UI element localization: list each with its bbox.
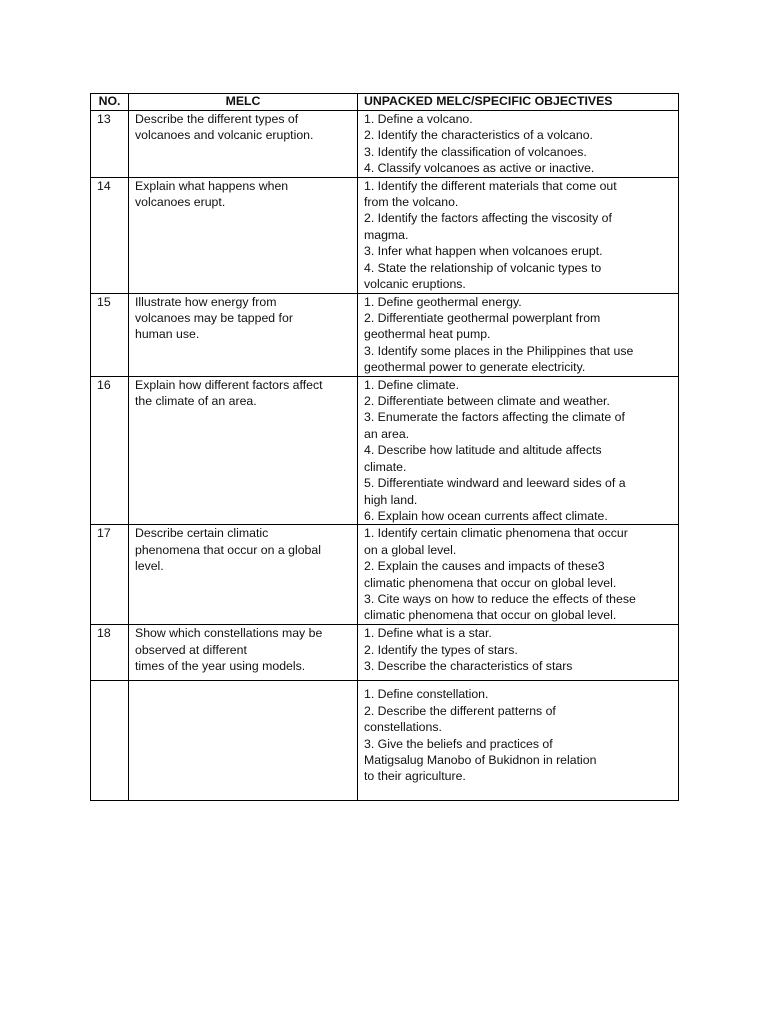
header-melc: MELC — [129, 94, 358, 111]
objective-line: 2. Identify the characteristics of a volcano. — [364, 128, 593, 143]
row-number — [91, 681, 129, 801]
objective-line: 3. Describe the characteristics of stars — [364, 659, 573, 674]
objective-line: 3. Give the beliefs and practices of — [364, 736, 553, 751]
melc-cell — [129, 111, 358, 178]
melc-cell — [129, 376, 358, 525]
objective-line: 3. Identify the classification of volcanoes. — [364, 144, 587, 159]
melc-cell — [129, 525, 358, 625]
melc-line: volcanoes erupt. — [135, 195, 226, 210]
objective-line: 5. Differentiate windward and leeward sides of a — [364, 476, 626, 491]
objective-line: 4. Describe how latitude and altitude affects — [364, 443, 602, 458]
objective-line: 2. Identify the factors affecting the viscosity of — [364, 211, 612, 226]
objective-line: climatic phenomena that occur on global level. — [364, 575, 617, 590]
objective-line: 4. Classify volcanoes as active or inactive. — [364, 161, 595, 176]
melc-cell — [129, 625, 358, 681]
row-number: 18 — [91, 625, 129, 681]
melc-line: Illustrate how energy from — [135, 294, 277, 309]
melc-line: Describe certain climatic — [135, 526, 269, 541]
row-number: 13 — [91, 111, 129, 178]
objective-line: 2. Identify the types of stars. — [364, 642, 518, 657]
melc-line: volcanoes may be tapped for — [135, 311, 293, 326]
melc-line: Show which constellations may be — [135, 626, 323, 641]
melc-line: the climate of an area. — [135, 394, 257, 409]
objective-line: 1. Define climate. — [364, 377, 460, 392]
objective-line: 3. Cite ways on how to reduce the effects of these — [364, 591, 636, 606]
objective-line: 4. State the relationship of volcanic types to — [364, 260, 602, 275]
objective-line: 3. Infer what happen when volcanoes erupt. — [364, 244, 603, 259]
objective-line: volcanic eruptions. — [364, 277, 466, 292]
objective-line: an area. — [364, 426, 410, 441]
objective-line: 1. Define constellation. — [364, 687, 489, 702]
table-row — [91, 625, 679, 681]
header-objectives: UNPACKED MELC/SPECIFIC OBJECTIVES — [358, 94, 679, 111]
melc-line: level. — [135, 559, 164, 574]
melc-cell — [129, 293, 358, 376]
row-number: 16 — [91, 376, 129, 525]
objective-line: high land. — [364, 492, 418, 507]
melc-line: volcanoes and volcanic eruption. — [135, 128, 314, 143]
melc-objectives-table — [90, 93, 679, 801]
objective-line: geothermal heat pump. — [364, 327, 491, 342]
objectives-cell — [358, 376, 679, 525]
table-row — [91, 525, 679, 625]
melc-line: observed at different — [135, 642, 247, 657]
objectives-cell — [358, 681, 679, 801]
objective-line: 1. Define geothermal energy. — [364, 294, 522, 309]
melc-line: times of the year using models. — [135, 659, 306, 674]
melc-line: Explain how different factors affect — [135, 377, 323, 392]
objective-line: climate. — [364, 459, 407, 474]
objective-line: 2. Differentiate between climate and weather. — [364, 394, 610, 409]
objectives-cell — [358, 111, 679, 178]
objective-line: 1. Define a volcano. — [364, 112, 473, 126]
table-header-row — [91, 94, 679, 111]
objective-line: 3. Identify some places in the Philippines that use — [364, 343, 634, 358]
objective-line: 2. Describe the different patterns of — [364, 703, 556, 718]
melc-line: Explain what happens when — [135, 178, 289, 193]
row-number: 15 — [91, 293, 129, 376]
table-row — [91, 293, 679, 376]
objective-line: magma. — [364, 227, 409, 242]
objective-line: 1. Identify certain climatic phenomena that occur — [364, 526, 628, 541]
objective-line: 6. Explain how ocean currents affect climate. — [364, 508, 608, 523]
melc-line: human use. — [135, 327, 200, 342]
objectives-cell — [358, 293, 679, 376]
objective-line: 2. Differentiate geothermal powerplant from — [364, 311, 601, 326]
table-row — [91, 177, 679, 293]
table-row — [91, 376, 679, 525]
objective-line: on a global level. — [364, 542, 457, 557]
objectives-cell — [358, 625, 679, 681]
table-row — [91, 111, 679, 178]
melc-cell — [129, 177, 358, 293]
objective-line: from the volcano. — [364, 195, 459, 210]
objective-line: 1. Identify the different materials that come out — [364, 178, 617, 193]
objective-line: geothermal power to generate electricity. — [364, 360, 586, 375]
objective-line: 2. Explain the causes and impacts of these3 — [364, 559, 605, 574]
header-no: NO. — [91, 94, 129, 111]
row-number: 17 — [91, 525, 129, 625]
objective-line: 1. Define what is a star. — [364, 626, 492, 641]
objective-line: to their agriculture. — [364, 769, 466, 784]
table-row — [91, 681, 679, 801]
objective-line: Matigsalug Manobo of Bukidnon in relation — [364, 752, 597, 767]
row-number: 14 — [91, 177, 129, 293]
objectives-cell — [358, 177, 679, 293]
objective-line: constellations. — [364, 720, 442, 735]
melc-line: phenomena that occur on a global — [135, 542, 321, 557]
objectives-cell — [358, 525, 679, 625]
melc-cell — [129, 681, 358, 801]
objective-line: climatic phenomena that occur on global level. — [364, 608, 617, 623]
objective-line: 3. Enumerate the factors affecting the climate of — [364, 410, 625, 425]
melc-line: Describe the different types of — [135, 112, 299, 126]
